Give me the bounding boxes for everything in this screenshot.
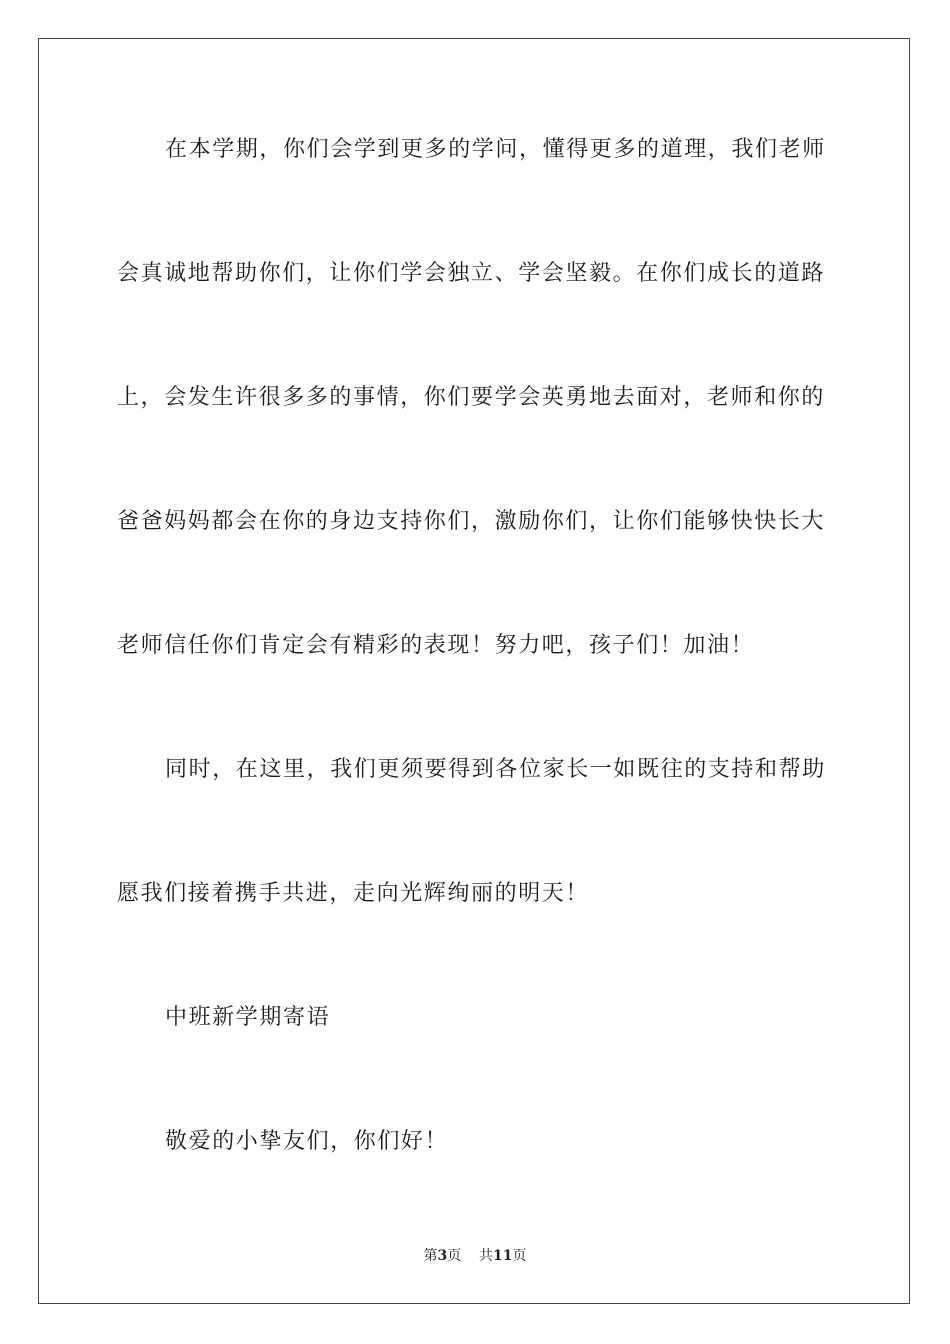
greeting-line: 敬爱的小挚友们，你们好！ bbox=[165, 1129, 449, 1154]
footer-total-pages: 11 bbox=[493, 1248, 513, 1264]
paragraph-line-2: 会真诚地帮助你们，让你们学会独立、学会坚毅。在你们成长的道路 bbox=[117, 261, 826, 286]
footer-total-suffix: 页 bbox=[512, 1248, 527, 1264]
paragraph-line-3: 上，会发生许很多多的事情，你们要学会英勇地去面对，老师和你的 bbox=[117, 385, 826, 410]
section-heading: 中班新学期寄语 bbox=[165, 1005, 331, 1030]
footer-total-prefix: 共 bbox=[479, 1248, 494, 1264]
paragraph-line-7: 愿我们接着携手共进，走向光辉绚丽的明天！ bbox=[117, 881, 590, 906]
page-frame bbox=[38, 38, 910, 1304]
paragraph-line-6: 同时，在这里，我们更须要得到各位家长一如既往的支持和帮助 bbox=[165, 757, 826, 782]
paragraph-line-5: 老师信任你们肯定会有精彩的表现！努力吧，孩子们！加油！ bbox=[117, 633, 755, 658]
footer-page-prefix: 第 bbox=[423, 1248, 438, 1264]
paragraph-line-4: 爸爸妈妈都会在你的身边支持你们，激励你们，让你们能够快快长大 bbox=[117, 509, 826, 534]
footer-page-number: 3 bbox=[437, 1248, 448, 1264]
paragraph-line-1: 在本学期，你们会学到更多的学问，懂得更多的道理，我们老师 bbox=[165, 137, 826, 162]
footer-page-suffix: 页 bbox=[447, 1248, 462, 1264]
page-footer bbox=[0, 1246, 950, 1266]
